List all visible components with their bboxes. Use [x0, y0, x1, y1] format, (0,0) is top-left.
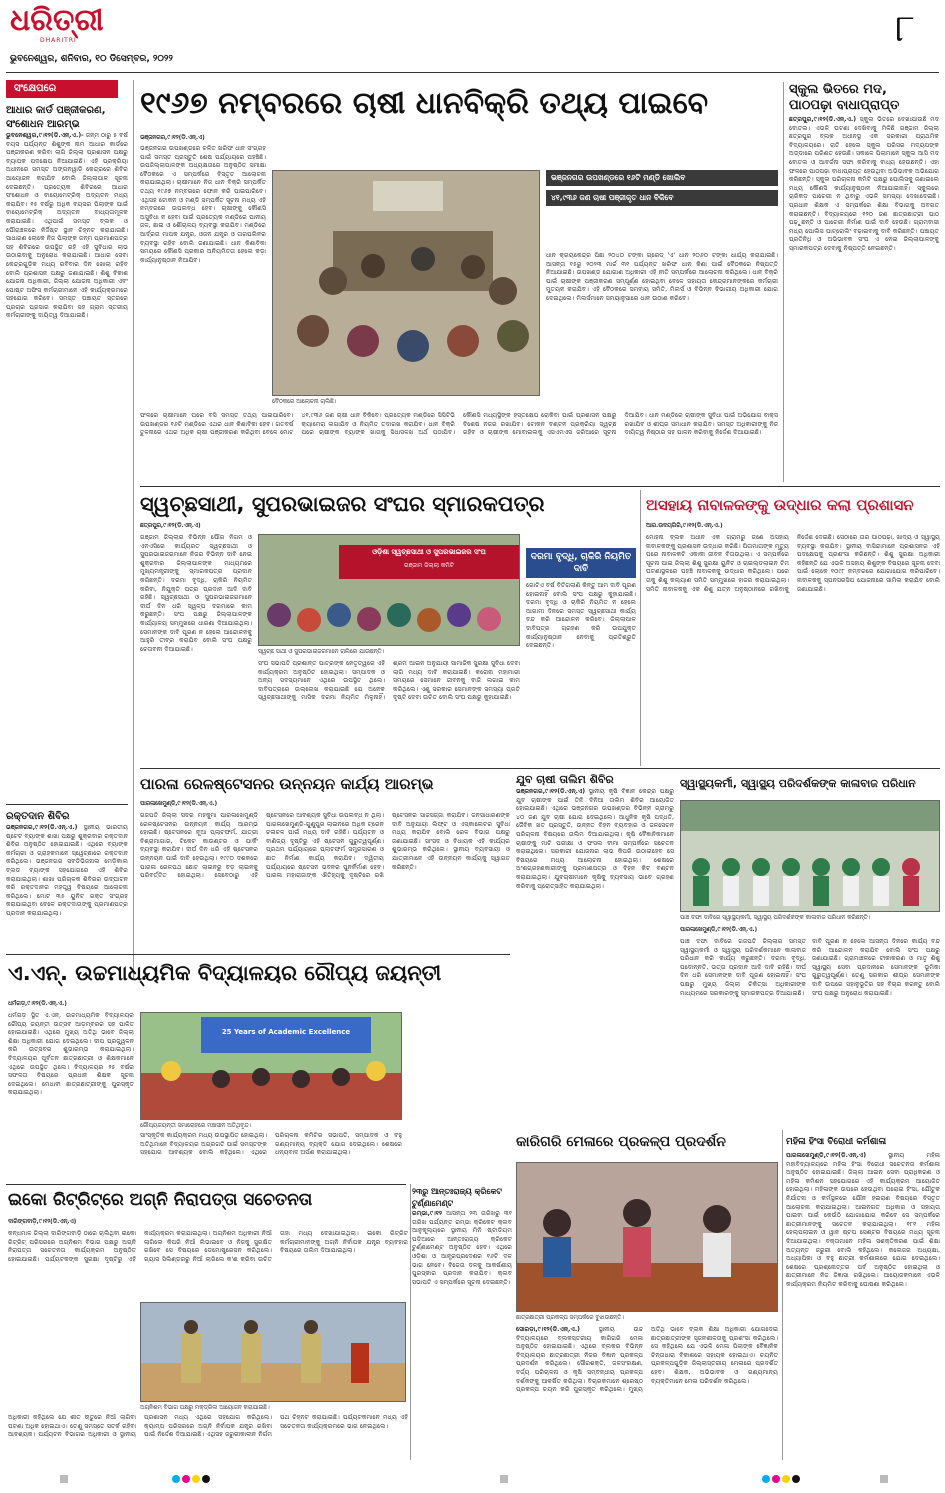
- fire-photo-illustration: [141, 1303, 406, 1402]
- jubilee-photo-caption: ରୌପ୍ୟଜୟନ୍ତୀ ସମାରୋହରେ ମଞ୍ଚାସୀନ ଅତିଥିବୃନ୍ଦ।: [140, 1123, 252, 1129]
- cricket-text: ଆସନ୍ତା ୨୩ ତାରିଖରୁ ୩୧ ତାରିଖ ପର୍ଯ୍ୟନ୍ତ ରମ୍ଭା କ୍ରିକେଟ କ୍ଲବ ଆନୁକୂଲ୍ୟରେ ସ୍ଥାନୀୟ ମିନି ଷ୍ଟାଡ଼ିୟମ ପଡ଼ିଆରେ ଆନ୍ତଃରାଜ୍ୟ କ୍ରିକେଟ ଟୁର୍ଣ୍ଣାମେଣ୍ଟ ଅନୁଷ୍ଠିତ ହେବ। ଏଥିରେ ଓଡ଼ିଶା ଓ ଆନ୍ଧ୍ରପ୍ରଦେଶର ୧୬ଟି ଦଳ ଭାଗ ନେବେ। ବିଜେତା ଦଳକୁ ଆକର୍ଷଣୀୟ ପୁରସ୍କାର ପ୍ରଦାନ କରାଯିବ। କ୍ଲବ ସଭାପତି ଏ ସମ୍ପର୍କରେ ସୂଚନା ଦେଇଛନ୍ତି।: [412, 1210, 512, 1286]
- swachh-box-title: ଦରମା ବୃଦ୍ଧି, ଚାକିରି ନିୟମିତ ଦାବି: [526, 548, 636, 578]
- swachh-text-left: ଗଞ୍ଜାମ ଜିଲ୍ଲାର ବିଭିନ୍ନ ପୌର ନିଗମ ଓ ଏନଏସିରେ କାର୍ଯ୍ୟରତ ସ୍ୱଚ୍ଛସାଥୀ ଓ ସୁପରଭାଇଜରମାନେ ନିଜର ବିଭିନ୍ନ ଦାବି ନେଇ ଶୁକ୍ରବାର ଜିଲ୍ଲାପାଳଙ୍କ ମାଧ୍ୟମରେ ମୁଖ୍ୟମନ୍ତ୍ରୀଙ୍କୁ ସ୍ମାରକପତ୍ର ପ୍ରଦାନ କରିଛନ୍ତି। ଦରମା ବୃଦ୍ଧି, ଚାକିରି ନିୟମିତ କରିବା, ନିଯୁକ୍ତି ପତ୍ର ପ୍ରଦାନ ଆଦି ଦାବି ରହିଛି। ସ୍ୱଚ୍ଛସାଥୀ ଓ ସୁପରଭାଇଜରମାନେ ଦୀର୍ଘ ଦିନ ଧରି ସ୍ୱଳ୍ପ ଦରମାରେ କାମ କରୁଛନ୍ତି। ସଂଘ ପକ୍ଷରୁ ଜିଲ୍ଲାପାଳଙ୍କ କାର୍ଯ୍ୟାଳୟ ସମ୍ମୁଖରେ ଧାରଣା ଦିଆଯାଇଥିଲା। ସେମାନଙ୍କ ଦାବି ପୂରଣ ନ ହେଲେ ଆନ୍ଦୋଳନକୁ ଆହୁରି ତୀବ୍ର କରାଯିବ ବୋଲି ସଂଘ ପକ୍ଷରୁ ଚେତାବନୀ ଦିଆଯାଇଛି।: [140, 534, 252, 653]
- brief2-body: [6, 824, 128, 919]
- school-text: ସ୍କୁଲ ଭିତରେ ଦେଖାଯାଉଛି ମଦ ବୋତଲ। ଏଭଳି ଘଟଣା ଦେଖିବାକୁ ମିଳିଛି ଗଞ୍ଜାମ ଜିଲ୍ଲା ଛତ୍ରପୁର ବ୍ଲକ ଅଧୀନସ୍ଥ ଏକ ସରକାରୀ ପ୍ରାଥମିକ ବିଦ୍ୟାଳୟରେ। ରାତି ହେଲେ ସ୍କୁଲ ପରିସର ମଦ୍ୟପଙ୍କ ଅଡ୍ଡାରେ ପରିଣତ ହେଉଛି। ସକାଳେ ପିଲାମାନେ ସ୍କୁଲ ଆସି ମଦ ବୋତଲ ଓ ଆବର୍ଜନା ସଫା କରିବାକୁ ବାଧ୍ୟ ହେଉଛନ୍ତି। ଏହା ଫଳରେ ପାଠପଢ଼ା ବାଧାପ୍ରାପ୍ତ ହେଉଥିବା ଅଭିଭାବକ ଅଭିଯୋଗ କରିଛନ୍ତି। ସ୍କୁଲ ପରିଚାଳନା କମିଟି ପକ୍ଷରୁ ପୋଲିସକୁ ଜଣାଇଲେ ମଧ୍ୟ କୌଣସି କାର୍ଯ୍ୟାନୁଷ୍ଠାନ ନିଆଯାଇନାହିଁ। ସ୍କୁଲରେ ଚାରିକଡ଼ ପାଚେରୀ ନ ଥିବାରୁ ଏଭଳି ସମସ୍ୟା ଦେଖାଦେଇଛି। ପ୍ରଧାନ ଶିକ୍ଷକ ଏ ସମ୍ପର୍କରେ ଶିକ୍ଷା ବିଭାଗକୁ ଅବଗତ କରାଇଛନ୍ତି। ବିଦ୍ୟାଳୟରେ ୧୨୦ ଜଣ ଛାତ୍ରଛାତ୍ରୀ ପାଠ ପଢ଼ୁଛନ୍ତି ଓ ପାଚେରୀ ନିର୍ମାଣ ପାଇଁ ଦାବି ହେଉଛି। ଗ୍ରାମବାସୀ ମଧ୍ୟ ପୋଲିସ ପାଟ୍ରୋଲିଂ ବଢ଼ାଇବାକୁ ଦାବି କରିଛନ୍ତି। ପଞ୍ଚାୟତ ପ୍ରତିନିଧି ଓ ଅଭିଭାବକ ସଂଘ ଏ ନେଇ ଜିଲ୍ଲାପାଳଙ୍କୁ ସ୍ମାରକପତ୍ର ଦେବାକୁ ନିଷ୍ପତ୍ତି ନେଇଛନ୍ତି।: [789, 116, 939, 252]
- health-text-left: ପାଞ୍ଚ ଦଫା ଦାବିରେ ଗଜପତି ଜିଲ୍ଲାର ସମସ୍ତ ସ୍ୱାସ୍ଥ୍ୟକର୍ମୀ ଓ ସ୍ୱାସ୍ଥ୍ୟ ପରିଦର୍ଶକମାନେ କାଳାବାଜ ପରିଧାନ କରି କାର୍ଯ୍ୟ କରୁଛନ୍ତି। ଦରମା ବୃଦ୍ଧି, ପଦୋନ୍ନତି, ଭତ୍ତା ପ୍ରଦାନ ଆଦି ଦାବି ରହିଛି। ଦୀର୍ଘ ଦିନ ଧରି ସେମାନଙ୍କ ଦାବି ପୂରଣ ହୋଇନାହିଁ। ସଂଘ ପକ୍ଷରୁ ମୁଖ୍ୟ ଜିଲ୍ଲା ଚିକିତ୍ସା ଅଧିକାରୀଙ୍କ ମାଧ୍ୟମରେ ସରକାରଙ୍କୁ ସ୍ମାରକପତ୍ର ଦିଆଯାଇଛି।: [680, 938, 806, 997]
- youth-headline: ଯୁବ ଚାଷୀ ତାଲିମ ଶିବିର: [516, 773, 614, 786]
- lead-photo-caption: ବୈଠକରେ ଆଲୋଚନା ଚାଲିଛି।: [272, 399, 337, 405]
- brief1-dateline: ଭୁବନେଶ୍ୱର,୯।୧୨(ଡି.ଏନ୍.ଏ.)-: [6, 132, 84, 139]
- row4-rule: [6, 1184, 406, 1185]
- brief2-dateline: ଭଞ୍ଜନଗର,୯।୧୨(ଡି.ଏନ୍.ଏ.): [6, 824, 78, 831]
- swachh-divider: [640, 490, 641, 766]
- women-text: ସ୍ଥାନୀୟ ମହିଳା ମହାବିଦ୍ୟାଳୟରେ ମହିଳା ହିଂସା ବିରୋଧୀ ସଚେତନତା କର୍ମଶାଳା ଅନୁଷ୍ଠିତ ହୋଇଯାଇଛି। ଜିଲ୍ଲା ଆଇନ ସେବା ପ୍ରାଧିକରଣ ଓ ମହିଳା କମିଶନ ସହଯୋଗରେ ଏହି କାର୍ଯ୍ୟକ୍ରମ ଆୟୋଜିତ ହୋଇଥିଲା। ମହିଳାଙ୍କ ଉପରେ ହେଉଥିବା ଘରୋଇ ହିଂସା, ଯୌତୁକ ନିର୍ଯାତନା ଓ କର୍ମସ୍ଥଳରେ ଯୌନ ହଇରାଣ ବିଷୟରେ ବିସ୍ତୃତ ଆଲୋଚନା କରାଯାଇଥିଲା। ଆଇନଗତ ଅଧିକାର ଓ ସହାୟତା ପାଇବା ପାଇଁ କେଉଁଠି ଯୋଗାଯୋଗ କରିବେ ସେ ସମ୍ପର୍କରେ ଛାତ୍ରୀମାନଙ୍କୁ ସଚେତନ କରାଯାଇଥିଲା। ୧୮୧ ମହିଳା ହେଲ୍ପଲାଇନ ଓ ୱାନ ଷ୍ଟପ ସେଣ୍ଟର ବିଷୟରେ ମଧ୍ୟ ସୂଚନା ଦିଆଯାଇଥିଲା। ବକ୍ତାମାନେ ମହିଳା ସଶକ୍ତିକରଣ ପାଇଁ ଶିକ୍ଷା ଅତ୍ୟନ୍ତ ଜରୁରୀ ବୋଲି କହିଥିଲେ। କଲେଜର ଅଧ୍ୟକ୍ଷା, ଅଧ୍ୟାପିକା ଓ ବହୁ ଛାତ୍ରୀ କର୍ମଶାଳାରେ ଯୋଗ ଦେଇଥିଲେ। ଶେଷରେ ପ୍ରଶ୍ନୋତ୍ତର ପର୍ବ ଅନୁଷ୍ଠିତ ହୋଇଥିଲା ଓ ଛାତ୍ରୀମାନେ ନିଜ ଜିଜ୍ଞାସା ରଖିଥିଲେ। ଆୟୋଜକମାନେ ଏଭଳି କାର୍ଯ୍ୟକ୍ରମ ନିୟମିତ କରିବାକୁ ଘୋଷଣା କରିଥିଲେ।: [786, 1152, 940, 1288]
- health-dateline: ପାରଳାଖେମୁଣ୍ଡି,୯।୧୨(ଡି.ଏନ୍.ଏ.): [680, 927, 758, 933]
- rescue-headline: ଅସହାୟ ନାବାଳକଙ୍କୁ ଉଦ୍ଧାର କଲା ପ୍ରଶାସନ: [646, 496, 914, 514]
- health-photo-illustration: [681, 801, 940, 912]
- jubilee-text-right: ସାଂସ୍କୃତିକ କାର୍ଯ୍ୟକ୍ରମ ମଧ୍ୟ ଉପସ୍ଥାପିତ ହୋଇଥିଲା। ଅତିଥିମାନେ ବିଦ୍ୟାଳୟର ଅଗ୍ରଗତି ପାଇଁ ସମସ୍ତଙ୍କ ସହଯୋଗ ଆବଶ୍ୟକ ବୋଲି କହିଥିଲେ। ଏଥିରେ ପରିଚାଳନା କମିଟିର ସଭାପତି, ସମ୍ପାଦକ ଓ ବହୁ ଗଣ୍ୟମାନ୍ୟ ବ୍ୟକ୍ତି ଯୋଗ ଦେଇଥିଲେ। ଶେଷରେ ଧନ୍ୟବାଦ ଅର୍ପଣ କରାଯାଇଥିଲା।: [140, 1132, 402, 1157]
- fair-body: [516, 1326, 778, 1460]
- row2-rule: [140, 768, 940, 769]
- fire-photo-caption: ଅଗ୍ନିଶମ ବିଭାଗ ପକ୍ଷରୁ ମକ୍‌ଡ୍ରିଲ ଆୟୋଜନ କରାଯାଇଛି।: [140, 1405, 270, 1411]
- lead-photo-illustration: [273, 171, 540, 396]
- swachh-dateline: ଛତ୍ରପୁର,୯।୧୨(ଡି.ଏନ୍.ଏ): [140, 523, 201, 529]
- masthead-dateline: ଭୁବନେଶ୍ୱର, ଶନିବାର, ୧୦ ଡିସେମ୍ବର, ୨୦୨୨: [10, 54, 173, 64]
- fire-text-bottom: ଅଧିକାରୀ କହିଥିଲେ ଯେ ଶୀତ ଋତୁରେ ନିଆଁ ଲାଗିବା ଘଟଣା ଅଧିକ ହୋଇଥାଏ। ତେଣୁ ସମସ୍ତେ ସତର୍କ ରହିବା ଆବଶ୍ୟକ। ପର୍ଯ୍ୟଟନ ବିଭାଗର ଅଧିକାରୀ ଓ ସ୍ଥାନୀୟ ପ୍ରଶାସନ ମଧ୍ୟ ଏଥିରେ ସହଯୋଗ କରିଥିଲେ। କ୍ୟାମ୍ପ ପରିସରରେ ଅଗ୍ନି ନିର୍ବାପକ ଯନ୍ତ୍ର ରଖିବା ପାଇଁ ନିର୍ଦ୍ଦେଶ ଦିଆଯାଇଛି। ଏଥିସହ ଜରୁରୀକାଳୀନ ନିର୍ଗମ ପଥ ଚିହ୍ନଟ କରାଯାଇଛି। ପର୍ଯ୍ୟଟକମାନେ ମଧ୍ୟ ଏହି ସଚେତନତା କାର୍ଯ୍ୟକ୍ରମରେ ଭାଗ ନେଇଥିଲେ।: [8, 1414, 408, 1439]
- health-photo-caption: ପାଞ୍ଚ ଦଫା ଦାବିରେ ସ୍ୱାସ୍ଥ୍ୟକର୍ମୀ, ସ୍ୱାସ୍ଥ୍ୟ ପରିଦର୍ଶକଙ୍କ କାଳାବାଜ ପରିଧାନ କରିଛନ୍ତି।: [680, 915, 871, 921]
- cricket-dateline: ରମ୍ଭା,୯।୧୨: [412, 1210, 443, 1217]
- cricket-body: [412, 1210, 512, 1287]
- swachh-banner-sub: ଗଞ୍ଜାମ ଜିଲ୍ଲା କମିଟି: [404, 562, 454, 569]
- cricket-story: [412, 1186, 512, 1346]
- sidebar-tag: ସଂକ୍ଷେପରେ: [6, 80, 118, 98]
- sidebar-rule: [6, 804, 128, 805]
- brief1-title: ଆଧାର କାର୍ଡ ପଞ୍ଜୀକରଣ, ସଂଶୋଧନ ଆରମ୍ଭ: [6, 105, 106, 130]
- masthead-logo-sub: DHARITRI: [40, 37, 77, 44]
- fair-text: ସ୍ଥାନୀୟ ଉଚ୍ଚ ବିଦ୍ୟାଳୟରେ ବ୍ଲକସ୍ତରୀୟ କାରିଗରି ମେଳା ଅନୁଷ୍ଠିତ ହୋଇଯାଇଛି। ଏଥିରେ ବ୍ଲକର ବିଭିନ୍ନ ବିଦ୍ୟାଳୟର ଛାତ୍ରଛାତ୍ରୀ ନିଜର ବିଜ୍ଞାନ ପ୍ରକଳ୍ପ ପ୍ରଦର୍ଶନ କରିଥିଲେ। ସୌରଶକ୍ତି, ଜଳସଂରକ୍ଷଣ, ବର୍ଜ୍ୟ ପରିଚାଳନା ଓ କୃଷି ସମ୍ବନ୍ଧୀୟ ପ୍ରକଳ୍ପ ଦର୍ଶକଙ୍କୁ ଆକର୍ଷିତ କରିଥିଲା। ବିଚାରକମାନେ ଶ୍ରେଷ୍ଠ ପ୍ରକଳ୍ପ ଚୟନ କରି ପୁରସ୍କୃତ କରିଥିଲେ। ମୁଖ୍ୟ ଅତିଥି ଭାବେ ବ୍ଲକ ଶିକ୍ଷା ଅଧିକାରୀ ଯୋଗଦେଇ ଛାତ୍ରଛାତ୍ରୀଙ୍କ ସୃଜନଶୀଳତାକୁ ପ୍ରଶଂସା କରିଥିଲେ। ସେ କହିଥିଲେ ଯେ ଏଭଳି ମେଳା ପିଲାଙ୍କ ବୈଜ୍ଞାନିକ ଚିନ୍ତାଧାରା ବିକାଶରେ ସହାୟକ ହୋଇଥାଏ। ଚୟନିତ ପ୍ରକଳ୍ପଗୁଡ଼ିକ ଜିଲ୍ଲାସ୍ତରୀୟ ମେଳାରେ ପ୍ରଦର୍ଶିତ ହେବ। ଶିକ୍ଷକ, ଅଭିଭାବକ ଓ ଗଣ୍ୟମାନ୍ୟ ବ୍ୟକ୍ତିମାନେ ମେଳା ପରିଦର୍ଶନ କରିଥିଲେ।: [516, 1326, 778, 1394]
- swachh-photo-caption: ସ୍ୱଚ୍ଛ ସାଥୀ ଓ ସୁପରଭାଇଜରମାନେ ରାଲିରେ ଯାଉଛନ୍ତି।: [258, 649, 385, 655]
- swachh-box-text: ଗୋଟିଏ ବର୍ଷ ବିତିଗଲାଣି କିନ୍ତୁ ଆମ ଦାବି ପୂରଣ ହୋଇନାହିଁ ବୋଲି ସଂଘ ପକ୍ଷରୁ କୁହାଯାଇଛି। ଦରମା ବୃଦ୍ଧି ଓ ଚାକିରି ନିୟମିତ ନ ହେଲେ ଆଗାମୀ ଦିନରେ ସମସ୍ତ ସ୍ୱଚ୍ଛସାଥୀ କାର୍ଯ୍ୟ ବନ୍ଦ କରି ଆନ୍ଦୋଳନ କରିବେ। ଜିଲ୍ଲାପାଳ ଦାବିପତ୍ର ଗ୍ରହଣ କରି ଉପଯୁକ୍ତ କାର୍ଯ୍ୟାନୁଷ୍ଠାନ ନେବାକୁ ପ୍ରତିଶ୍ରୁତି ଦେଇଛନ୍ତି।: [526, 582, 636, 650]
- lead-text-right: ଧାନ କ୍ରୟକେନ୍ଦ୍ର ପିଛା ୨୦୪୦ ଟଙ୍କା ଗ୍ରେଡ୍ 'ଏ' ଧାନ ୨୦୬୦ ଟଙ୍କା ଧାର୍ଯ୍ୟ କରାଯାଇଛି। ଆସନ୍ତା ୧୫ରୁ ୨୦୨୩ ମାର୍ଚ୍ଚ ୩୧ ପର୍ଯ୍ୟନ୍ତ ଖରିଫ ଧାନ କିଣା ପାଇଁ ବୈଠକରେ ନିଷ୍ପତ୍ତି ନିଆଯାଇଛି। ଉପଖଣ୍ଡ ଯୋଗାଣ ଅଧିକାରୀ ଏହି ନୀତି ସମ୍ପର୍କରେ ଆଲୋଚନା କରିଥିଲେ। ଧାନ ବିକ୍ରି ପାଇଁ ଚାଷୀଙ୍କ ପଞ୍ଜୀକରଣ ସମ୍ପୂର୍ଣ୍ଣ ହୋଇଥିବା ବେଳେ ସହାୟତା କେନ୍ଦ୍ରମାନଙ୍କରେ କର୍ମଚାରୀ ମୁତୟନ କରାଯିବ। ଏହି ବୈଠକରେ ସମବାୟ ସମିତି, ମିଲର୍ସ ଓ ବିଭିନ୍ନ ବିଭାଗୀୟ ଅଧିକାରୀ ଯୋଗ ଦେଇଥିଲେ। ମିଲର୍ସମାନେ ସମୟାନୁସାରେ ଧାନ ଉଠାଣ କରିବେ।: [546, 252, 778, 302]
- fair-photo-illustration: [517, 1163, 778, 1312]
- swachh-headline: ସ୍ୱଚ୍ଛସାଥୀ, ସୁପରଭାଇଜର ସଂଘର ସ୍ମାରକପତ୍ର: [140, 492, 545, 516]
- swachh-banner-text: ଓଡ଼ିଶା ସ୍ୱଚ୍ଛସାଥୀ ଓ ସୁପରଭାଇଜର ସଂଘ: [372, 548, 486, 556]
- masthead: [0, 0, 945, 78]
- masthead-logo: [10, 4, 110, 44]
- swachh-photo: [258, 534, 520, 646]
- lead-bullets: [546, 170, 778, 246]
- lower-divider: [410, 1184, 411, 1460]
- print-marks: [0, 1466, 945, 1493]
- railway-text: ଗଜପତି ଜିଲ୍ଲା ସଦର ମହକୁମା ପାରଳାଖେମୁଣ୍ଡି ରେଳଷ୍ଟେସନର ଉନ୍ନୟନ କାର୍ଯ୍ୟ ଆରମ୍ଭ ହୋଇଛି। ଷ୍ଟେସନରେ ନୂଆ ପ୍ଲାଟଫର୍ମ, ଯାତ୍ରୀ ବିଶ୍ରାମାଗାର, ଟିକେଟ କାଉଣ୍ଟର ଓ ପାର୍କିଂ ବ୍ୟବସ୍ଥା କରାଯିବ। ଦୀର୍ଘ ଦିନ ଧରି ଏହି ଷ୍ଟେସନର ଉନ୍ନୟନ ପାଇଁ ଦାବି ହେଉଥିଲା। ୧୯୯୦ ଦଶକରେ ପାରଳା ରେଳପଥ ଛୋଟ ଲାଇନରୁ ବଡ଼ ଲାଇନକୁ ପରିବର୍ତ୍ତିତ ହୋଇଥିଲା। ସେବେଠାରୁ ଏହି ଷ୍ଟେସନରେ ଆବଶ୍ୟକ ସୁବିଧା ଉପଲବ୍ଧ ନ ଥିଲା। ପାରଳାଖେମୁଣ୍ଡି-ଗୁଣୁପୁର ଲାଇନରେ ଅଧିକ ଟ୍ରେନ ଚଳାଚଳ ପାଇଁ ମଧ୍ୟ ଦାବି ରହିଛି। ପର୍ଯ୍ୟଟନ ଓ ବାଣିଜ୍ୟ ଦୃଷ୍ଟିରୁ ଏହି ଷ୍ଟେସନ ଗୁରୁତ୍ୱପୂର୍ଣ୍ଣ। ପ୍ରଥମ ପର୍ଯ୍ୟାୟରେ ପ୍ଲାଟଫର୍ମ ସମ୍ପ୍ରସାରଣ ଓ ଛାତ ନିର୍ମାଣ କାର୍ଯ୍ୟ କରାଯିବ। ଦ୍ୱିତୀୟ ପର୍ଯ୍ୟାୟରେ ଷ୍ଟେସନ ଭବନର ପୁନର୍ନିର୍ମାଣ ହେବ। ପାରଳା ମହାରାଜାଙ୍କ ଐତିହ୍ୟକୁ ଦୃଷ୍ଟିରେ ରଖି ଷ୍ଟେସନର ସାଜସଜ୍ଜା କରାଯିବ। ଜନସାଧାରଣଙ୍କ ଦାବି ଅନୁଯାୟୀ ଲିଫ୍ଟ ଓ ଏସ୍କାଲେଟର ସୁବିଧା ମଧ୍ୟ କରାଯିବ ବୋଲି ରେଳ ବିଭାଗ ପକ୍ଷରୁ ଜଣାଯାଇଛି। ସାଂସଦ ଓ ବିଧାୟକ ଏହି କାର୍ଯ୍ୟର ଶୁଭାରମ୍ଭ କରିଥିଲେ। ସ୍ଥାନୀୟ ବ୍ୟବସାୟୀ ଓ ଯାତ୍ରୀମାନେ ଏହି ଉନ୍ନୟନ କାର୍ଯ୍ୟକୁ ସ୍ୱାଗତ କରିଛନ୍ତି।: [140, 812, 510, 880]
- brief1-text: ଜନ୍ମ ଠାରୁ ୫ ବର୍ଷ ବୟସ ପର୍ଯ୍ୟନ୍ତ ଶିଶୁଙ୍କ ନାମ ଆଧାର କାର୍ଡରେ ପଞ୍ଜୀକରଣ କରିବା ଲାଗି ଜିଲ୍ଲା ପ୍ରଶାସନ ପକ୍ଷରୁ ବ୍ୟାପକ ପଦକ୍ଷେପ ନିଆଯାଇଛି। ଏହି ପ୍ରକ୍ରିୟା ଅଧୀନରେ ସମସ୍ତ ଅଙ୍ଗନୱାଡ଼ି କେନ୍ଦ୍ରରେ ଶିବିର ଆୟୋଜନ କରାଯିବ ବୋଲି ଜିଲ୍ଲାପାଳ ସୂଚନା ଦେଇଛନ୍ତି। ପ୍ରତ୍ୟେକ ଶିବିରରେ ଆଧାର ସଂଶୋଧନ ଓ ବାୟୋମେଟ୍ରିକ୍ ଅଦ୍ୟତନ ମଧ୍ୟ କରାଯିବ। ୧୫ ବର୍ଷରୁ ଅଧିକ ବୟସର ପିଲାଙ୍କ ପାଇଁ ବାୟୋମେଟ୍ରିକ୍ ଅଦ୍ୟତନ ବାଧ୍ୟତାମୂଳକ କରାଯାଇଛି। ଏଥିପାଇଁ ସମସ୍ତ ବ୍ଲକ ଓ ପୌରାଞ୍ଚଳରେ ନିର୍ଦ୍ଦିଷ୍ଟ ସ୍ଥାନ ଚିହ୍ନଟ କରାଯାଇଛି। ସାଧାରଣ ଲୋକେ ନିଜ ପିଲାଙ୍କ ଜନ୍ମ ପ୍ରମାଣପତ୍ର ସହ ଶିବିରରେ ଉପସ୍ଥିତ ରହି ଏହି ସୁବିଧାର ଲାଭ ଉଠାଇବାକୁ ଅନୁରୋଧ କରାଯାଇଛି। ଆଧାର ସେବା କେନ୍ଦ୍ରଗୁଡ଼ିକ ମଧ୍ୟ ରବିବାର ଦିନ ଖୋଲା ରହିବ ବୋଲି ପ୍ରଶାସନ ପକ୍ଷରୁ ଜଣାଯାଇଛି। ଶିଶୁ ବିକାଶ ଯୋଜନା ଅଧିକାରୀ, ଜିଲ୍ଲା ଯୋଜନା ଅଧିକାରୀ ଏବଂ ପୋଷ୍ଟ ଅଫିସ କର୍ମଚାରୀମାନେ ଏହି କାର୍ଯ୍ୟକ୍ରମରେ ସହଯୋଗ କରିବେ। ସମସ୍ତ ପଞ୍ଚାୟତ ସ୍ତରରେ ପ୍ରଚାର ପ୍ରସାର କରାଯିବା ସହ ଗ୍ରାମ ସ୍ତରୀୟ କର୍ମଚାରୀଙ୍କୁ ଦାୟିତ୍ୱ ଦିଆଯାଇଛି।: [6, 132, 128, 320]
- health-text-right: ଦାବି ପୂରଣ ନ ହେଲେ ଆସନ୍ତା ଦିନରେ କାର୍ଯ୍ୟ ବନ୍ଦ କରି ଆନ୍ଦୋଳନ କରାଯିବ ବୋଲି ସଂଘ ପକ୍ଷରୁ ଜଣାଯାଇଛି। ଗ୍ରାମାଞ୍ଚଳରେ ଟୀକାକରଣ ଓ ମାତୃ ଶିଶୁ ସ୍ୱାସ୍ଥ୍ୟ ସେବା ପ୍ରଦାନରେ ସେମାନଙ୍କ ଭୂମିକା ଗୁରୁତ୍ୱପୂର୍ଣ୍ଣ। ତେଣୁ ସରକାର ଶୀଘ୍ର ସେମାନଙ୍କ ଦାବି ଉପରେ ସହାନୁଭୂତିର ସହ ବିଚାର କରନ୍ତୁ ବୋଲି ସଂଘ ପକ୍ଷରୁ ଅନୁରୋଧ କରାଯାଇଛି।: [812, 938, 940, 997]
- health-headline: ସ୍ୱାସ୍ଥ୍ୟକର୍ମୀ, ସ୍ୱାସ୍ଥ୍ୟ ପରିଦର୍ଶକଙ୍କ କାଳାବାଜ ପରିଧାନ: [680, 777, 916, 790]
- fire-photo: [140, 1302, 406, 1402]
- health-photo: [680, 800, 940, 912]
- color-registration-marks: [0, 1466, 945, 1493]
- youth-story: [516, 772, 674, 1042]
- masthead-rule: [6, 72, 939, 73]
- school-headline-1: ସ୍କୁଲ ଭିତରେ ମଦ,: [789, 82, 887, 97]
- brief2-title: ରକ୍ତଦାନ ଶିବିର: [6, 811, 70, 822]
- fire-dateline: ଦାରିଙ୍ଗବାଡ଼ି,୯।୧୨(ଡି.ଏନ୍.ଏ): [8, 1219, 77, 1225]
- jubilee-headline: ଏ.ଏନ୍. ଉଚ୍ଚମାଧ୍ୟମିକ ବିଦ୍ୟାଳୟର ରୌପ୍ୟ ଜୟନ୍ତୀ: [8, 961, 442, 985]
- row3-rule: [6, 954, 510, 955]
- swachh-box: [526, 548, 636, 764]
- railway-headline: ପାରଳା ରେଳଷ୍ଟେସନର ଉନ୍ନୟନ କାର୍ଯ୍ୟ ଆରମ୍ଭ: [140, 775, 434, 793]
- fair-photo-caption: ଛାତ୍ରଛାତ୍ରୀ ପ୍ରକଳ୍ପ ସମ୍ପର୍କରେ ବୁଝାଉଛନ୍ତି।: [516, 1315, 624, 1321]
- fire-headline: ଇକୋ ରିଟ୍ରିଟ୍‌ରେ ଅଗ୍ନି ନିରାପତ୍ତା ସଚେତନତା: [8, 1190, 313, 1210]
- lead-bullet-1: ଭଞ୍ଜନଗର ଉପଖଣ୍ଡରେ ୧୬ଟି ମଣ୍ଡି ଖୋଲିବ: [546, 170, 778, 186]
- row1-rule: [140, 486, 940, 487]
- railway-dateline: ପାରଳାଖେମୁଣ୍ଡି,୯।୧୨(ଡି.ଏନ୍.ଏ.): [140, 801, 218, 807]
- fair-women-divider: [782, 1130, 783, 1460]
- brief2-text: ସ୍ଥାନୀୟ ଭାରତୀୟ ଷ୍ଟେଟ ବ୍ୟାଙ୍କ ଶାଖା ପକ୍ଷରୁ ଶୁକ୍ରବାର ରକ୍ତଦାନ ଶିବିର ଅନୁଷ୍ଠିତ ହୋଇଯାଇଛି। ଏଥିରେ ବ୍ୟାଙ୍କ କର୍ମଚାରୀ ଓ ଗ୍ରାହକମାନେ ସ୍ୱେଚ୍ଛାରେ ରକ୍ତଦାନ କରିଥିଲେ। ଭଞ୍ଜନଗର ସବଡିଭିଜନାଲ ମେଡ଼ିକାଲ ବ୍ଲଡ ବ୍ୟାଙ୍କ ସହଯୋଗରେ ଏହି ଶିବିର କରାଯାଇଥିଲା। ଶାଖା ପରିଚାଳକ ଶିବିରର ଉଦ୍‌ଘାଟନ କରି ରକ୍ତଦାନର ମହତ୍ତ୍ୱ ବିଷୟରେ ଆଲୋଚନା କରିଥିଲେ। ମୋଟ ୩୫ ୟୁନିଟ ରକ୍ତ ସଂଗ୍ରହ କରାଯାଇଥିବା ବେଳେ ରକ୍ତଦାତାଙ୍କୁ ପ୍ରମାଣପତ୍ର ପ୍ରଦାନ କରାଯାଇଥିଲା।: [6, 824, 128, 917]
- masthead-logo-text: ଧରିତ୍ରୀ: [10, 4, 104, 38]
- jubilee-text-left: ଧର୍ମଗଡ଼ ସ୍ଥିତ ଏ.ଏନ୍. ଉଚ୍ଚମାଧ୍ୟମିକ ବିଦ୍ୟାଳୟର ରୌପ୍ୟ ଜୟନ୍ତୀ ଉତ୍ସବ ଆଡ଼ମ୍ବରର ସହ ପାଳିତ ହୋଇଯାଇଛି। ଏଥିରେ ମୁଖ୍ୟ ଅତିଥି ଭାବେ ଜିଲ୍ଲା ଶିକ୍ଷା ଅଧିକାରୀ ଯୋଗ ଦେଇଥିଲେ। ଦୀପ ପ୍ରଜ୍ଜ୍ୱଳନ କରି ଉତ୍ସବର ଶୁଭାରମ୍ଭ କରାଯାଇଥିଲା। ବିଦ୍ୟାଳୟର ପୂର୍ବତନ ଛାତ୍ରଛାତ୍ରୀ ଓ ଶିକ୍ଷକମାନେ ଏଥିରେ ଉପସ୍ଥିତ ଥିଲେ। ବିଦ୍ୟାଳୟର ୨୫ ବର୍ଷର ସଫଳତା ବିଷୟରେ ପ୍ରଧାନ ଶିକ୍ଷକ ସୂଚନା ଦେଇଥିଲେ। ମେଧାବୀ ଛାତ୍ରଛାତ୍ରୀଙ୍କୁ ପୁରସ୍କୃତ କରାଯାଇଥିଲା।: [8, 1012, 134, 1097]
- lead-bullet-2: ୪୧,୯୩୬ ଜଣ ଚାଷୀ ପଞ୍ଜୀକୃତ ଧାନ ବିକିବେ: [546, 190, 778, 206]
- fair-photo: [516, 1162, 778, 1312]
- sidebar-divider: [133, 80, 134, 980]
- brief1-body: [6, 132, 128, 772]
- women-dateline: ପାରଳାଖେମୁଣ୍ଡି,୯।୧୨(ଡି.ଏନ୍.ଏ): [786, 1152, 867, 1159]
- youth-body: [516, 788, 674, 1038]
- youth-dateline: ଭଞ୍ଜନଗର,୯।୧୨(ଡି.ଏନ୍.ଏ): [516, 788, 586, 795]
- cricket-headline: ୨୩ରୁ ଆନ୍ତଃରାଜ୍ୟ କ୍ରିକେଟ ଟୁର୍ଣ୍ଣାମେଣ୍ଟ: [412, 1187, 502, 1208]
- rescue-dateline: ଆର.ଉଦୟଗିରି,୯।୧୨(ଡି.ଏନ୍.ଏ.): [646, 523, 723, 529]
- youth-text: ସ୍ଥାନୀୟ କୃଷି ବିଜ୍ଞାନ କେନ୍ଦ୍ର ପକ୍ଷରୁ ଯୁବ ଚାଷୀଙ୍କ ପାଇଁ ତିନି ଦିନିଆ ତାଲିମ ଶିବିର ଆୟୋଜିତ ହୋଇଯାଇଛି। ଏଥିରେ ଭଞ୍ଜନଗର ଉପଖଣ୍ଡର ବିଭିନ୍ନ ଗ୍ରାମରୁ ୪୦ ଜଣ ଯୁବ ଚାଷୀ ଯୋଗ ଦେଇଥିଲେ। ଆଧୁନିକ କୃଷି ପଦ୍ଧତି, ଜୈବିକ ଖତ ପ୍ରସ୍ତୁତି, ଉନ୍ନତ ବିହନ ବ୍ୟବହାର ଓ ଜଳସେଚନ ପରିଚାଳନା ବିଷୟରେ ତାଲିମ ଦିଆଯାଇଥିଲା। କୃଷି ବୈଜ୍ଞାନିକମାନେ ଚାଷୀଙ୍କୁ ମାଟି ପରୀକ୍ଷା ଓ ଫସଲ ବୀମା ସମ୍ପର୍କରେ ସଚେତନ କରାଇଥିଲେ। ସରକାରୀ ଯୋଜନାର ଲାଭ କିପରି ଉଠାଇହେବ ସେ ବିଷୟରେ ମଧ୍ୟ ଆଲୋଚନା ହୋଇଥିଲା। ଶେଷରେ ଅଂଶଗ୍ରହଣକାରୀଙ୍କୁ ପ୍ରମାଣପତ୍ର ଓ ବିହନ କିଟ ବଣ୍ଟନ କରାଯାଇଥିଲା। ଯୁବଚାଷୀମାନେ କୃଷିକୁ ବ୍ୟବସାୟ ଭାବେ ଗ୍ରହଣ କରିବାକୁ ପ୍ରୋତ୍ସାହିତ କରାଯାଇଥିଲା।: [516, 788, 674, 890]
- school-headline-2: ପାଠପଢ଼ା ବାଧାପ୍ରାପ୍ତ: [789, 98, 900, 113]
- jubilee-dateline: ଧର୍ମଗଡ଼,୯।୧୨(ଡି.ଏନ୍.ଏ.): [8, 1001, 67, 1007]
- women-headline: ମହିଳା ହିଂସା ବିରୋଧୀ କର୍ମଶାଳା: [786, 1137, 887, 1147]
- jubilee-banner-text: 25 Years of Academic Excellence: [221, 1028, 351, 1036]
- school-body: [789, 116, 939, 476]
- fair-headline: କାରିଗରି ମେଳାରେ ପ୍ରକଳ୍ପ ପ୍ରଦର୍ଶନ: [516, 1134, 726, 1150]
- school-dateline: ଛତ୍ରପୁର,୯।୧୨(ଡି.ଏନ୍.ଏ.): [789, 116, 857, 123]
- school-story: [789, 82, 939, 482]
- swachh-text-right: ସଂଘ ସଭାପତି ପ୍ରଶାନ୍ତ ପାତ୍ରଙ୍କ ନେତୃତ୍ୱରେ ଏହି କାର୍ଯ୍ୟକ୍ରମ ଅନୁଷ୍ଠିତ ହୋଇଥିଲା। ସମ୍ପାଦକ ଓ ଅନ୍ୟ ସଦସ୍ୟମାନେ ଏଥିରେ ଉପସ୍ଥିତ ଥିଲେ। ଦାବିପତ୍ରରେ ଉଲ୍ଲେଖ କରାଯାଇଛି ଯେ ଅନେକ ସ୍ୱଚ୍ଛସାଥୀଙ୍କୁ ମାସିକ ଦରମା ନିୟମିତ ମିଳୁନାହିଁ। ଶ୍ରମ ଆଇନ ଅନୁଯାୟୀ ସାମାଜିକ ସୁରକ୍ଷା ସୁବିଧା ଦେବା ଲାଗି ମଧ୍ୟ ଦାବି କରାଯାଇଛି। କରୋନା ମହାମାରୀ ସମୟରେ ସେମାନେ ଜୀବନକୁ ବାଜି ଲଗାଇ କାମ କରିଥିଲେ। ଏଣୁ ସରକାର ସେମାନଙ୍କ ସମସ୍ୟା ପ୍ରତି ଦୃଷ୍ଟି ଦେବା ଉଚିତ ବୋଲି ସଂଘ ପକ୍ଷରୁ କୁହାଯାଇଛି।: [258, 660, 520, 702]
- lead-dateline: ଭଞ୍ଜନଗର,୯।୧୨(ଡି.ଏନ୍.ଏ): [140, 135, 205, 141]
- women-body: [786, 1152, 940, 1458]
- fire-text-top: କନ୍ଧମାଳ ଜିଲ୍ଲା ଦାରିଙ୍ଗବାଡ଼ି ଠାରେ ଚାଲିଥିବା ଇକୋ ରିଟ୍ରିଟ୍ ପରିସରରେ ଅଗ୍ନିଶମ ବିଭାଗ ପକ୍ଷରୁ ଅଗ୍ନି ନିରାପତ୍ତା ସଚେତନତା କାର୍ଯ୍ୟକ୍ରମ ଅନୁଷ୍ଠିତ ହୋଇଯାଇଛି। ପର୍ଯ୍ୟଟକଙ୍କ ସୁରକ୍ଷା ଦୃଷ୍ଟିରୁ ଏହି କାର୍ଯ୍ୟକ୍ରମ କରାଯାଇଥିଲା। ଅଗ୍ନିଶମ ଅଧିକାରୀ ନିଆଁ ଲାଗିଲେ କିପରି ନିଆଁ ଲିଭାଇବେ ଓ ନିଜକୁ ସୁରକ୍ଷିତ ରଖିବେ ସେ ବିଷୟରେ ଡେମୋଷ୍ଟ୍ରେସନ କରିଥିଲେ। ଗ୍ୟାସ ସିଲିଣ୍ଡରରୁ ନିଆଁ ଲାଗିଲେ କ'ଣ କରିବା ଉଚିତ ତାହା ମଧ୍ୟ ଦେଖାଯାଇଥିଲା। ଇକୋ ରିଟ୍ରିଟ କର୍ମଚାରୀମାନଙ୍କୁ ଅଗ୍ନି ନିର୍ବାପକ ଯନ୍ତ୍ର ବ୍ୟବହାର ବିଷୟରେ ତାଲିମ ଦିଆଯାଇଥିଲା।: [8, 1230, 408, 1263]
- fair-dateline: ସୋରଡ଼ା,୯।୧୨(ଡି.ଏନ୍.ଏ.): [516, 1326, 581, 1333]
- lead-divider: [783, 82, 784, 482]
- page-number: ୮: [895, 6, 915, 50]
- jubilee-photo: [140, 1012, 402, 1120]
- rescue-text: ମୋହନା ବ୍ଲକ ଅଧୀନ ଏକ ଗ୍ରାମରୁ ଜଣେ ଅସହାୟ ନାବାଳକଙ୍କୁ ପ୍ରଶାସନ ଉଦ୍ଧାର କରିଛି। ପିତାମାତାଙ୍କ ମୃତ୍ୟୁ ପରେ ନାବାଳକଟି ଏକାକୀ ଜୀବନ ବିତାଉଥିଲା। ଏ ସମ୍ପର୍କରେ ସୂଚନା ପାଇ ଜିଲ୍ଲା ଶିଶୁ ସୁରକ୍ଷା ୟୁନିଟ ଓ ଚାଇଲ୍ଡଲାଇନ ଟିମ ଘଟଣାସ୍ଥଳରେ ପହଞ୍ଚି ନାବାଳକକୁ ଉଦ୍ଧାର କରିଥିଲେ। ପରେ ତାକୁ ଶିଶୁ କଲ୍ୟାଣ ସମିତି ସମ୍ମୁଖରେ ହାଜର କରାଯାଇଥିଲା। ସମିତି ନାବାଳକକୁ ଏକ ଶିଶୁ ଯତ୍ନ ଅନୁଷ୍ଠାନରେ ରଖିବାକୁ ନିର୍ଦ୍ଦେଶ ଦେଇଛି। ସେଠାରେ ତାର ପାଠପଢ଼ା, ଖାଦ୍ୟ ଓ ସ୍ୱାସ୍ଥ୍ୟ ବ୍ୟବସ୍ଥା କରାଯିବ। ସ୍ଥାନୀୟ ବାସିନ୍ଦାମାନେ ପ୍ରଶାସନର ଏହି ପଦକ୍ଷେପକୁ ପ୍ରଶଂସା କରିଛନ୍ତି। ଶିଶୁ ସୁରକ୍ଷା ଅଧିକାରୀ କହିଛନ୍ତି ଯେ ଏଭଳି ଅସହାୟ ଶିଶୁଙ୍କ ବିଷୟରେ ସୂଚନା ଦେବା ପାଇଁ ଲୋକେ ୧୦୯୮ ନମ୍ବରରେ ଯୋଗାଯୋଗ କରିପାରିବେ। ନାବାଳକକୁ ସ୍ପନସରସିପ ଯୋଜନାରେ ସାମିଲ କରାଯିବ ବୋଲି ଜଣାଯାଇଛି।: [646, 534, 940, 593]
- lead-text-left: ଭଞ୍ଜନଗର ଉପଖଣ୍ଡରେ ଚଳିତ ଖରିଫ ଧାନ ସଂଗ୍ରହ ପାଇଁ ସମସ୍ତ ପ୍ରସ୍ତୁତି ଶେଷ ପର୍ଯ୍ୟାୟରେ ପହଞ୍ଚିଛି। ଉପଜିଲ୍ଲାପାଳଙ୍କ ଅଧ୍ୟକ୍ଷତାରେ ଅନୁଷ୍ଠିତ ସମୀକ୍ଷା ବୈଠକରେ ଏ ସମ୍ପର୍କରେ ବିସ୍ତୃତ ଆଲୋଚନା କରାଯାଇଥିଲା। ଚାଷୀମାନେ ନିଜ ଧାନ ବିକ୍ରି ସମ୍ପର୍କିତ ତଥ୍ୟ ୧୯୬୭ ନମ୍ବରରେ ଫୋନ କରି ପାଇପାରିବେ। ଏଥିସହ ଟୋକନ ଓ ମଣ୍ଡି ସମ୍ପର୍କିତ ସୂଚନା ମଧ୍ୟ ଏହି ନମ୍ବରରେ ଉପଲବ୍ଧ ହେବ। ଚାଷୀଙ୍କୁ କୌଣସି ଅସୁବିଧା ନ ହେବା ପାଇଁ ପ୍ରତ୍ୟେକ ମଣ୍ଡିରେ ପାନୀୟ ଜଳ, ଛାଇ ଓ ଶୌଚାଳୟ ବ୍ୟବସ୍ଥା କରାଯିବ। ମଣ୍ଡିରେ ଆର୍ଦ୍ରତା ମାପକ ଯନ୍ତ୍ର, ଓଜନ ଯନ୍ତ୍ର ଓ ତାରପଲିନର ବ୍ୟବସ୍ଥା ରହିବ ବୋଲି ଜଣାଯାଇଛି। ଧାନ କିଣାବିକା ସମୟରେ କୌଣସି ପ୍ରକାର ଅନିୟମିତତା ହେଲେ କଡ଼ା କାର୍ଯ୍ୟାନୁଷ୍ଠାନ ନିଆଯିବ।: [140, 145, 266, 264]
- lead-photo: [272, 170, 540, 396]
- lead-headline: ୧୯୬୭ ନମ୍ବରରେ ଚାଷୀ ଧାନବିକ୍ରି ତଥ୍ୟ ପାଇବେ: [140, 86, 709, 121]
- lead-text-bottom: ଫଳରେ ଚାଷୀମାନେ ଘରେ ବସି ସମସ୍ତ ତଥ୍ୟ ପାଇପାରିବେ। ଉପଖଣ୍ଡର ୧୬ଟି ମଣ୍ଡିରେ ଏଥର ଧାନ କିଣାବିକା ହେବ। ଗତବର୍ଷ ତୁଳନାରେ ଏଥର ଅଧିକ ଚାଷୀ ପଞ୍ଜୀକରଣ କରିଥିବା ବେଳେ ମୋଟ ୪୧,୯୩୬ ଜଣ ଚାଷୀ ଧାନ ବିକିବେ। ପ୍ରତ୍ୟେକ ମଣ୍ଡିରେ ସିସିଟିଭି କ୍ୟାମେରା ଲଗାଯିବ ଓ ନିୟମିତ ତଦାରଖ କରାଯିବ। ଧାନ ବିକ୍ରି ପରେ ଚାଷୀଙ୍କ ବ୍ୟାଙ୍କ ଖାତାକୁ ସିଧାସଳଖ ଅର୍ଥ ପଠାଯିବ। କୌଣସି ମଧ୍ୟସ୍ଥିଙ୍କ ହସ୍ତକ୍ଷେପ ରୋକିବା ପାଇଁ ପ୍ରଶାସନ ପକ୍ଷରୁ ବିଶେଷ ନଜର ରଖାଯିବ। ଟୋକନ ବଣ୍ଟନ ପ୍ରକ୍ରିୟା ସ୍ୱଚ୍ଛ ରହିବ ଓ ଚାଷୀଙ୍କ ମୋବାଇଲକୁ ଏସଏମଏସ ଜରିଆରେ ସୂଚନା ଦିଆଯିବ। ଧାନ ମଣ୍ଡିରେ ଚାଷୀଙ୍କ ସୁବିଧା ପାଇଁ ଅଭିଯୋଗ ବାକ୍ସ ରଖାଯିବ ଓ ଶୀଘ୍ର ସମାଧାନ କରାଯିବ। ସମସ୍ତ ଅଧିକାରୀଙ୍କୁ ନିଜ ଦାୟିତ୍ୱ ନିଷ୍ଠାର ସହ ପାଳନ କରିବାକୁ ନିର୍ଦ୍ଦେଶ ଦିଆଯାଇଛି।: [140, 412, 778, 437]
